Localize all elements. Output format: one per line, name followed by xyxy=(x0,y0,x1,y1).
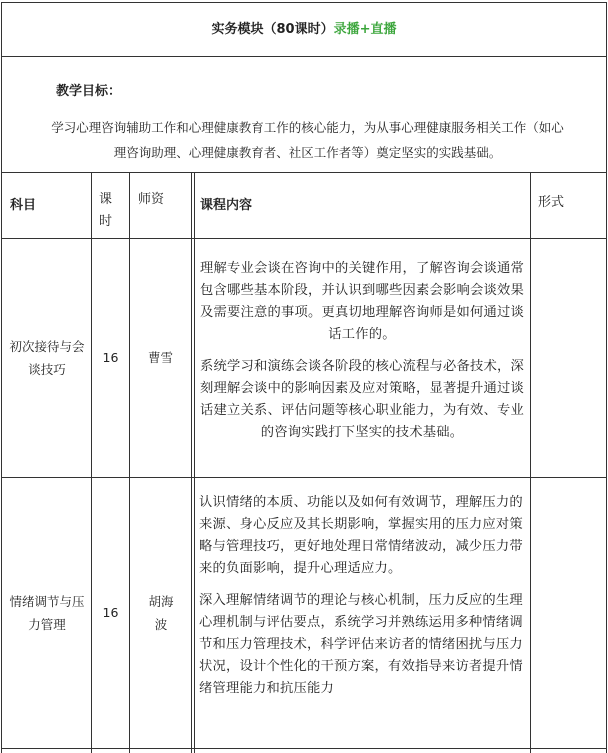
row2-content-paragraph-1: 认识情绪的本质、功能以及如何有效调节，理解压力的来源、身心反应及其长期影响，掌握实用的压力应对策略与管理技巧，更好地处理日常情绪波动，减少压力带来的负面影响，提升心理适应力。 xyxy=(199,495,523,576)
column-header-content: 课程内容 xyxy=(200,198,253,213)
row1-content-paragraph-1: 理解专业会谈在咨询中的关键作用，了解咨询会谈通常包含哪些基本阶段，并认识到哪些因素会影响会谈效果及需要注意的事项。更真切地理解咨询师是如何通过谈话工作的。 xyxy=(200,261,524,342)
row1-content xyxy=(199,258,525,444)
row2-content xyxy=(199,492,525,700)
column-header-hours: 课时 xyxy=(99,192,113,229)
col-divider-teacher xyxy=(191,172,192,753)
title-bottom-border xyxy=(1,56,606,57)
row1-form xyxy=(531,238,606,477)
module-title-main: 实务模块（80课时） xyxy=(211,22,334,37)
table-right-border xyxy=(606,2,607,753)
row2-teacher: 胡海波 xyxy=(148,593,174,632)
table-left-border xyxy=(1,2,2,753)
row2-form xyxy=(531,477,606,748)
column-header-form: 形式 xyxy=(538,195,565,210)
row1-hours: 16 xyxy=(102,350,119,365)
goal-text: 学习心理咨询辅助工作和心理健康教育工作的核心能力，为从事心理健康服务相关工作（如心理咨询助理、心理健康教育者、社区工作者等）奠定坚实的实践基础。 xyxy=(51,120,564,160)
module-title-highlight: 录播+直播 xyxy=(333,22,397,37)
row2-hours: 16 xyxy=(102,605,119,620)
table-top-border xyxy=(1,2,606,3)
row2-subject: 情绪调节与压力管理 xyxy=(9,593,85,632)
row2-content-paragraph-2: 深入理解情绪调节的理论与核心机制，压力反应的生理心理机制与评估要点，系统学习并熟练运用多种情绪调节和压力管理技术，科学评估来访者的情绪困扰与压力状况，设计个性化的干预方案，有效指导来访者提升情绪管理能力和抗压能力 xyxy=(199,593,523,696)
column-header-teacher: 师资 xyxy=(138,192,165,207)
row1-subject: 初次接待与会谈技巧 xyxy=(9,338,85,377)
col-divider-content-left xyxy=(194,172,195,753)
column-header-subject: 科目 xyxy=(10,198,37,213)
module-title xyxy=(0,18,608,37)
row1-teacher: 曹雪 xyxy=(147,350,173,365)
goal-label: 教学目标： xyxy=(56,84,122,99)
row1-content-paragraph-2: 系统学习和演练会谈各阶段的核心流程与必备技术，深刻理解会谈中的影响因素及应对策略，显著提升通过谈话建立关系、评估问题等核心职业能力，为有效、专业的咨询实践打下坚实的技术基础。 xyxy=(200,359,524,440)
